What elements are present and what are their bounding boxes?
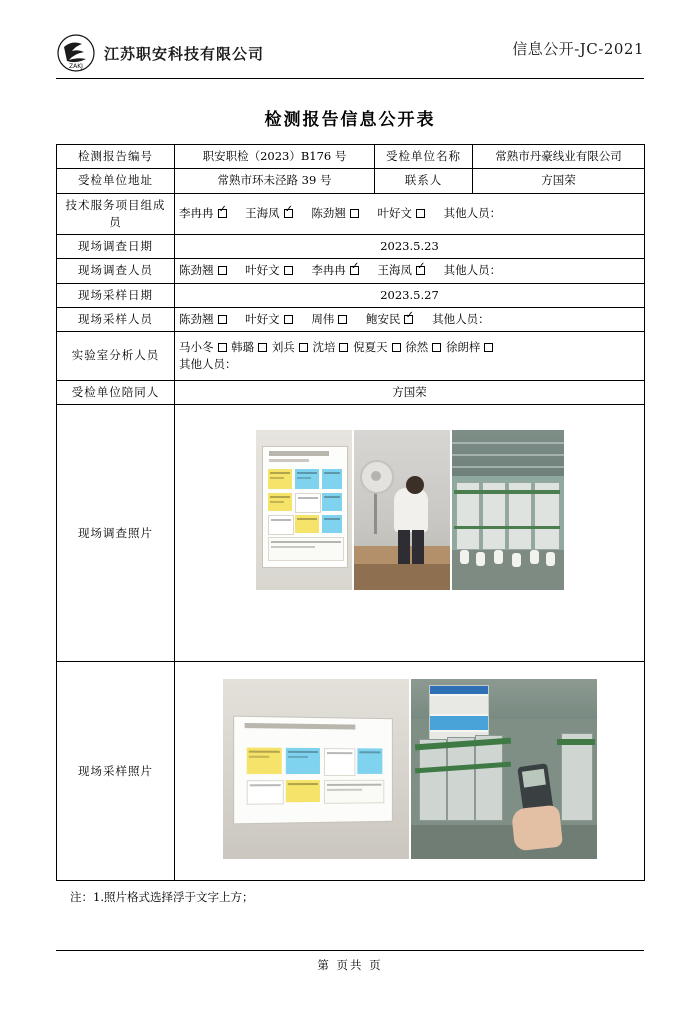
checkbox-icon[interactable] xyxy=(350,266,359,275)
member-name: 王海凤 xyxy=(377,263,412,278)
member-name: 陈劲翘 xyxy=(179,263,214,278)
checkbox-icon[interactable] xyxy=(404,315,413,324)
footer-divider xyxy=(56,950,644,951)
checkbox-icon[interactable] xyxy=(416,209,425,218)
sampling-people-label: 现场采样人员 xyxy=(57,307,175,331)
client-label: 受检单位名称 xyxy=(375,145,473,169)
address-label: 受检单位地址 xyxy=(57,169,175,193)
checkbox-icon[interactable] xyxy=(218,266,227,275)
member-name: 陈劲翘 xyxy=(179,311,214,326)
table-row xyxy=(57,332,645,381)
page-title: 检测报告信息公开表 xyxy=(264,110,436,130)
checkbox-icon[interactable] xyxy=(299,343,308,352)
contact-value: 方国荣 xyxy=(473,169,645,193)
member-name: 徐朗梓 xyxy=(445,339,481,354)
page-footer xyxy=(56,950,644,973)
survey-people-cell xyxy=(175,259,645,283)
member-name: 叶好文 xyxy=(245,311,280,326)
checkbox-icon[interactable] xyxy=(339,343,348,352)
member-name: 沈培 xyxy=(312,339,336,354)
photo-sampling-device xyxy=(411,679,597,859)
survey-photo-label: 现场调查照片 xyxy=(57,405,175,662)
survey-photo-cell xyxy=(175,405,645,662)
survey-other-label: 其他人员： xyxy=(443,263,502,278)
table-row-sampling-photos xyxy=(57,662,645,881)
photo-person-at-desk xyxy=(354,430,450,590)
sampling-date-value: 2023.5.27 xyxy=(175,283,645,307)
member-name: 徐然 xyxy=(405,339,429,354)
checkbox-icon[interactable] xyxy=(416,266,425,275)
checkbox-icon[interactable] xyxy=(284,315,293,324)
photo-factory-workshop xyxy=(452,430,564,590)
svg-text:ZAKJ: ZAKJ xyxy=(69,63,83,70)
table-row xyxy=(57,169,645,193)
member-name: 周伟 xyxy=(311,311,335,326)
logo-icon xyxy=(56,33,96,73)
lab-people-cell xyxy=(175,332,645,381)
checkbox-icon[interactable] xyxy=(218,315,227,324)
table-row xyxy=(57,381,645,405)
document-code: 信息公开-JC-2021 xyxy=(512,40,644,58)
sampling-photo-label: 现场采样照片 xyxy=(57,662,175,881)
client-value: 常熟市丹豪线业有限公司 xyxy=(473,145,645,169)
lab-label: 实验室分析人员 xyxy=(57,332,175,381)
sampling-date-label: 现场采样日期 xyxy=(57,283,175,307)
accompany-value: 方国荣 xyxy=(175,381,645,405)
photo-whiteboard-notes xyxy=(256,430,352,590)
lab-other-label: 其他人员： xyxy=(179,357,237,371)
accompany-label: 受检单位陪同人 xyxy=(57,381,175,405)
checkbox-icon[interactable] xyxy=(218,343,227,352)
table-row xyxy=(57,235,645,259)
report-info-table xyxy=(56,144,645,881)
checkbox-icon[interactable] xyxy=(350,209,359,218)
member-name: 叶好文 xyxy=(245,263,280,278)
footnote: 注：1.照片格式选择浮于文字上方； xyxy=(70,890,254,905)
team-label: 技术服务项目组成员 xyxy=(57,193,175,235)
sampling-other-label: 其他人员： xyxy=(432,311,490,326)
address-value: 常熟市环未泾路 39 号 xyxy=(175,169,375,193)
team-members-cell xyxy=(175,193,645,235)
member-name: 陈劲翘 xyxy=(311,206,346,221)
sampling-photo-cell xyxy=(175,662,645,881)
member-name: 李冉冉 xyxy=(179,206,214,221)
contact-label: 联系人 xyxy=(375,169,473,193)
checkbox-icon[interactable] xyxy=(484,343,493,352)
survey-date-value: 2023.5.23 xyxy=(175,235,645,259)
report-no-value: 职安职检（2023）B176 号 xyxy=(175,145,375,169)
table-row-survey-photos xyxy=(57,405,645,662)
team-other-label: 其他人员： xyxy=(443,206,502,221)
survey-people-label: 现场调查人员 xyxy=(57,259,175,283)
checkbox-icon[interactable] xyxy=(284,209,293,218)
sampling-photo-group xyxy=(223,679,597,859)
sampling-people-cell xyxy=(175,307,645,331)
member-name: 李冉冉 xyxy=(311,263,346,278)
checkbox-icon[interactable] xyxy=(392,343,401,352)
member-name: 鲍安民 xyxy=(365,311,401,326)
checkbox-icon[interactable] xyxy=(258,343,267,352)
company-logo xyxy=(56,33,264,73)
photo-sampling-board xyxy=(223,679,409,859)
checkbox-icon[interactable] xyxy=(338,315,347,324)
member-name: 倪夏天 xyxy=(353,339,388,354)
survey-photo-group xyxy=(256,430,564,590)
survey-date-label: 现场调查日期 xyxy=(57,235,175,259)
member-name: 王海凤 xyxy=(245,206,280,221)
member-name: 叶好文 xyxy=(377,206,412,221)
member-name: 刘兵 xyxy=(271,339,295,354)
checkbox-icon[interactable] xyxy=(218,209,227,218)
member-name: 马小冬 xyxy=(179,339,214,354)
table-row xyxy=(57,283,645,307)
document-page xyxy=(0,24,700,1009)
table-row xyxy=(57,307,645,331)
page-number: 第 页共 页 xyxy=(317,958,383,972)
header-divider xyxy=(56,78,644,79)
page-header xyxy=(56,24,644,82)
report-no-label: 检测报告编号 xyxy=(57,145,175,169)
company-name: 江苏职安科技有限公司 xyxy=(104,44,265,63)
checkbox-icon[interactable] xyxy=(284,266,293,275)
table-row xyxy=(57,145,645,169)
table-row xyxy=(57,259,645,283)
checkbox-icon[interactable] xyxy=(432,343,441,352)
member-name: 韩璐 xyxy=(231,339,255,354)
table-row xyxy=(57,193,645,235)
